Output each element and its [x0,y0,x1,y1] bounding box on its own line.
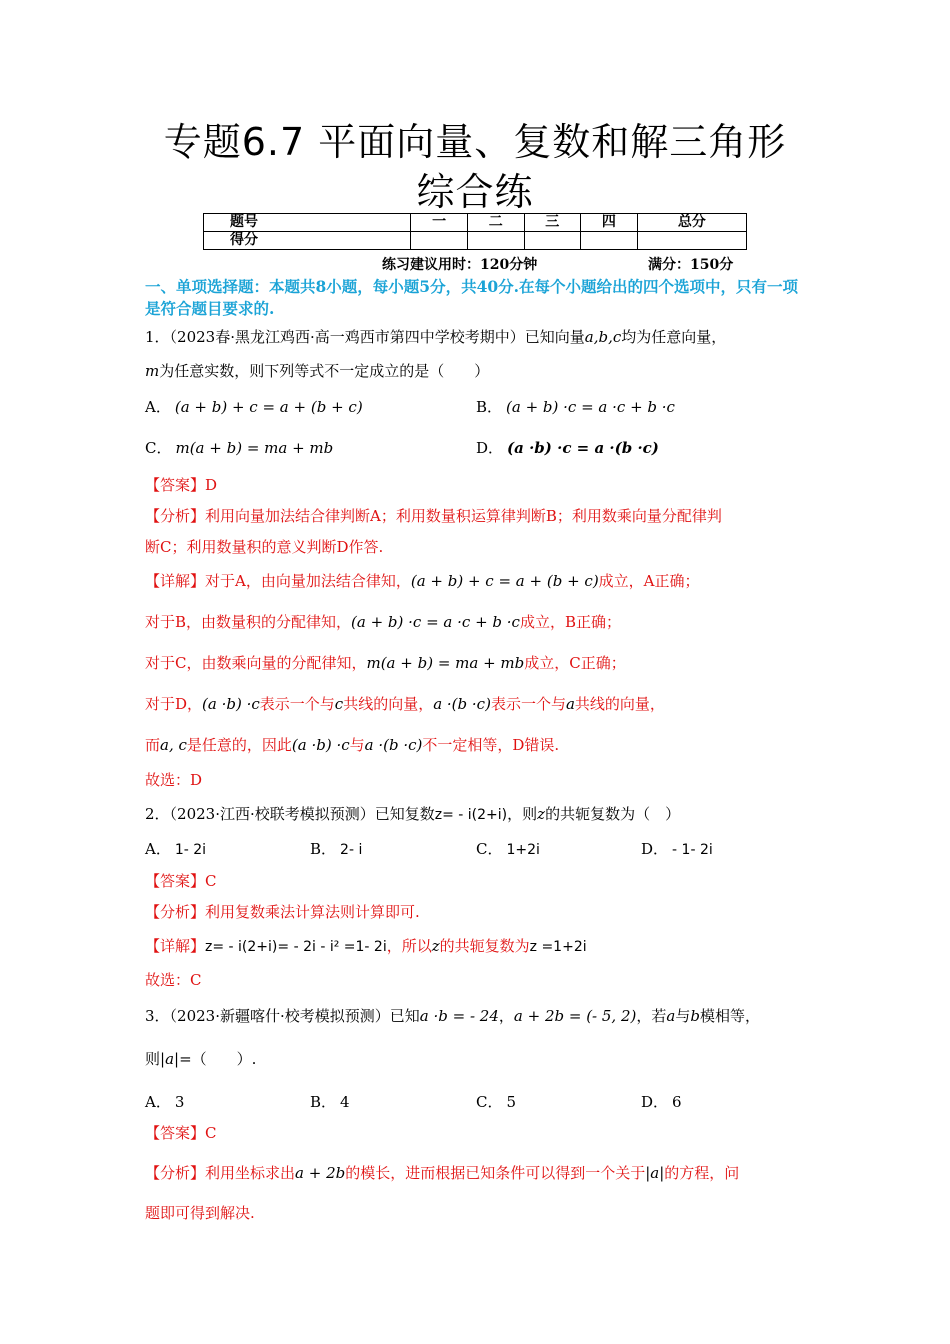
option-label: A． [145,398,171,416]
detail-math: a ·(b ·c) [364,736,423,754]
detail-math: a ·(b ·c) [433,695,491,713]
detail-text: 对于D， [145,695,203,713]
score-table-header-row [204,214,747,232]
section-heading: 一、单项选择题：本题共8小题，每小题5分，共40分.在每个小题给出的四个选项中，只有一项是符合题目要求的. [145,277,799,318]
score-header-cell: 四 [581,214,638,232]
q1-detail-a [145,570,700,591]
q2-option-b [310,838,362,859]
q2-option-c [476,838,540,859]
detail-math: z [431,937,440,955]
option-math: m(a + b) = ma + mb [175,439,334,457]
analysis-text: 【分析】利用坐标求出 [145,1164,296,1182]
option-label: C． [476,840,503,858]
score-header-cell: 题号 [204,214,411,232]
q1-stem-m: m [145,362,160,380]
q1-detail-b [145,611,621,632]
q1-option-c [145,437,333,458]
q1-stem-line1 [145,326,726,347]
q3-stem-text: =（ ）. [179,1050,257,1068]
q2-choose: 故选：C [145,971,202,989]
analysis-math: a + 2b [295,1164,346,1182]
q2-option-a [145,838,206,859]
q3-option-c [476,1091,516,1112]
q3-stem-text: ， [498,1007,514,1025]
q2-analysis: 【分析】利用复数乘法计算法则计算即可. [145,903,420,921]
analysis-math: |a| [645,1164,665,1182]
option-label: B． [476,398,503,416]
q2-stem-text: ，则 [507,805,538,823]
q3-stem-math: |a| [160,1050,180,1068]
option-value: - 1- 2i [672,842,713,858]
q3-stem-text: 3．（2023·新疆喀什·校考模拟预测）已知 [145,1007,420,1025]
full-score: 满分：150分 [648,257,734,273]
score-cell [637,232,746,250]
q1-stem-tail: 均为任意向量， [621,328,727,346]
score-table-score-row [204,232,747,250]
detail-math: z= - i(2+i)= - 2i - i² =1- 2i [205,939,387,955]
detail-text: 【详解】对于A，由向量加法结合律知， [145,572,411,590]
score-table [203,213,747,250]
score-header-cell: 三 [524,214,581,232]
detail-text: 共线的向量， [343,695,434,713]
detail-math: c [334,695,344,713]
document-title-line2: 综合练 [416,170,534,214]
q1-option-a [145,396,363,417]
q1-stem-text2: 为任意实数，则下列等式不一定成立的是（ ） [159,362,490,380]
option-label: D． [641,840,669,858]
detail-math: (a ·b) ·c [291,736,350,754]
q1-detail-e [145,734,559,755]
score-header-cell: 二 [467,214,524,232]
q1-stem-text: 1．（2023春·黑龙江鸡西·高一鸡西市第四中学校考期中）已知向量 [145,328,585,346]
q3-analysis-line2: 题即可得到解决. [145,1204,255,1222]
option-label: A． [145,1093,171,1111]
q2-detail [145,935,587,956]
q3-stem-text: 模相等， [699,1007,760,1025]
q1-analysis-line2: 断C；利用数量积的意义判断D作答. [145,538,384,556]
q1-stem-math: a,b,c [584,328,622,346]
q3-answer: 【答案】C [145,1124,217,1142]
q1-detail-d [145,693,665,714]
detail-math: (a + b) ·c = a ·c + b ·c [351,613,520,631]
detail-text: 不一定相等，D错误. [422,736,560,754]
q2-stem-math: z= - i(2+i) [434,807,508,823]
q2-stem [145,803,680,824]
document-title-line1: 专题6.7 平面向量、复数和解三角形 [163,120,787,164]
score-row-label: 得分 [204,232,411,250]
q3-stem-line2 [145,1048,256,1069]
suggested-time: 练习建议用时：120分钟 [382,257,538,273]
q1-option-b [476,396,675,417]
option-label: A． [145,840,171,858]
option-label: B． [310,840,337,858]
option-value: 2- i [340,842,363,858]
detail-text: ，所以 [386,937,432,955]
q3-stem-text: ，若 [636,1007,667,1025]
detail-text: 成立，A正确； [598,572,700,590]
detail-text: 共线的向量， [574,695,665,713]
q3-stem-math: a ·b = - 24 [419,1007,499,1025]
detail-math: m(a + b) = ma + mb [366,654,525,672]
option-math: (a + b) + c = a + (b + c) [174,398,363,416]
score-header-cell: 总分 [637,214,746,232]
option-math: (a ·b) ·c = a ·(b ·c) [507,439,659,457]
q1-detail-c [145,652,626,673]
option-value: 6 [672,1093,682,1111]
option-value: 3 [174,1093,185,1111]
detail-text: 表示一个与 [490,695,566,713]
option-value: 1- 2i [174,842,207,858]
q3-stem-math: a [666,1007,676,1025]
q3-option-d [641,1091,682,1112]
q1-choose: 故选：D [145,771,203,789]
detail-text: 成立，C正确； [524,654,626,672]
score-cell [467,232,524,250]
analysis-text: 的方程，问 [664,1164,740,1182]
detail-math: a, c [160,736,187,754]
q2-answer: 【答案】C [145,872,217,890]
option-value: 1+2i [506,842,540,858]
detail-text: 的共轭复数为 [439,937,530,955]
q2-stem-text: 的共轭复数为（ ） [545,805,681,823]
score-cell [581,232,638,250]
detail-math: z =1+2i [529,939,587,955]
q1-answer: 【答案】D [145,476,218,494]
detail-text: 对于B，由数量积的分配律知， [145,613,352,631]
option-math: (a + b) ·c = a ·c + b ·c [506,398,675,416]
score-cell [524,232,581,250]
option-value: 4 [340,1093,350,1111]
detail-text: 成立，B正确； [519,613,621,631]
q3-stem-math: a + 2b = (- 5, 2) [513,1007,637,1025]
detail-text: 对于C，由数乘向量的分配律知， [145,654,367,672]
q3-stem-math: b [690,1007,700,1025]
detail-math: a [565,695,575,713]
detail-math: (a + b) + c = a + (b + c) [410,572,599,590]
option-label: C． [476,1093,503,1111]
option-value: 5 [506,1093,517,1111]
q1-stem-line2 [145,360,489,381]
q2-stem-text: 2．（2023·江西·校联考模拟预测）已知复数 [145,805,435,823]
option-label: C． [145,439,172,457]
score-header-cell: 一 [411,214,468,232]
score-cell [411,232,468,250]
q2-stem-z: z [537,805,546,823]
detail-text: 是任意的，因此 [186,736,292,754]
q1-analysis-line1: 【分析】利用向量加法结合律判断A；利用数量积运算律判断B；利用数乘向量分配律判 [145,507,722,525]
option-label: D． [641,1093,669,1111]
detail-text: 【详解】 [145,937,206,955]
q3-stem-text: 与 [675,1007,691,1025]
detail-math: (a ·b) ·c [202,695,260,713]
q1-option-d [476,437,659,458]
detail-text: 表示一个与 [259,695,335,713]
q3-stem-text: 则 [145,1050,161,1068]
option-label: B． [310,1093,337,1111]
q2-option-d [641,838,713,859]
option-label: D． [476,439,504,457]
analysis-text: 的模长，进而根据已知条件可以得到一个关于 [345,1164,646,1182]
detail-text: 而 [145,736,161,754]
q3-analysis-line1 [145,1162,739,1183]
q3-option-a [145,1091,184,1112]
q3-stem-line1 [145,1005,760,1026]
q3-option-b [310,1091,350,1112]
detail-text: 与 [349,736,365,754]
